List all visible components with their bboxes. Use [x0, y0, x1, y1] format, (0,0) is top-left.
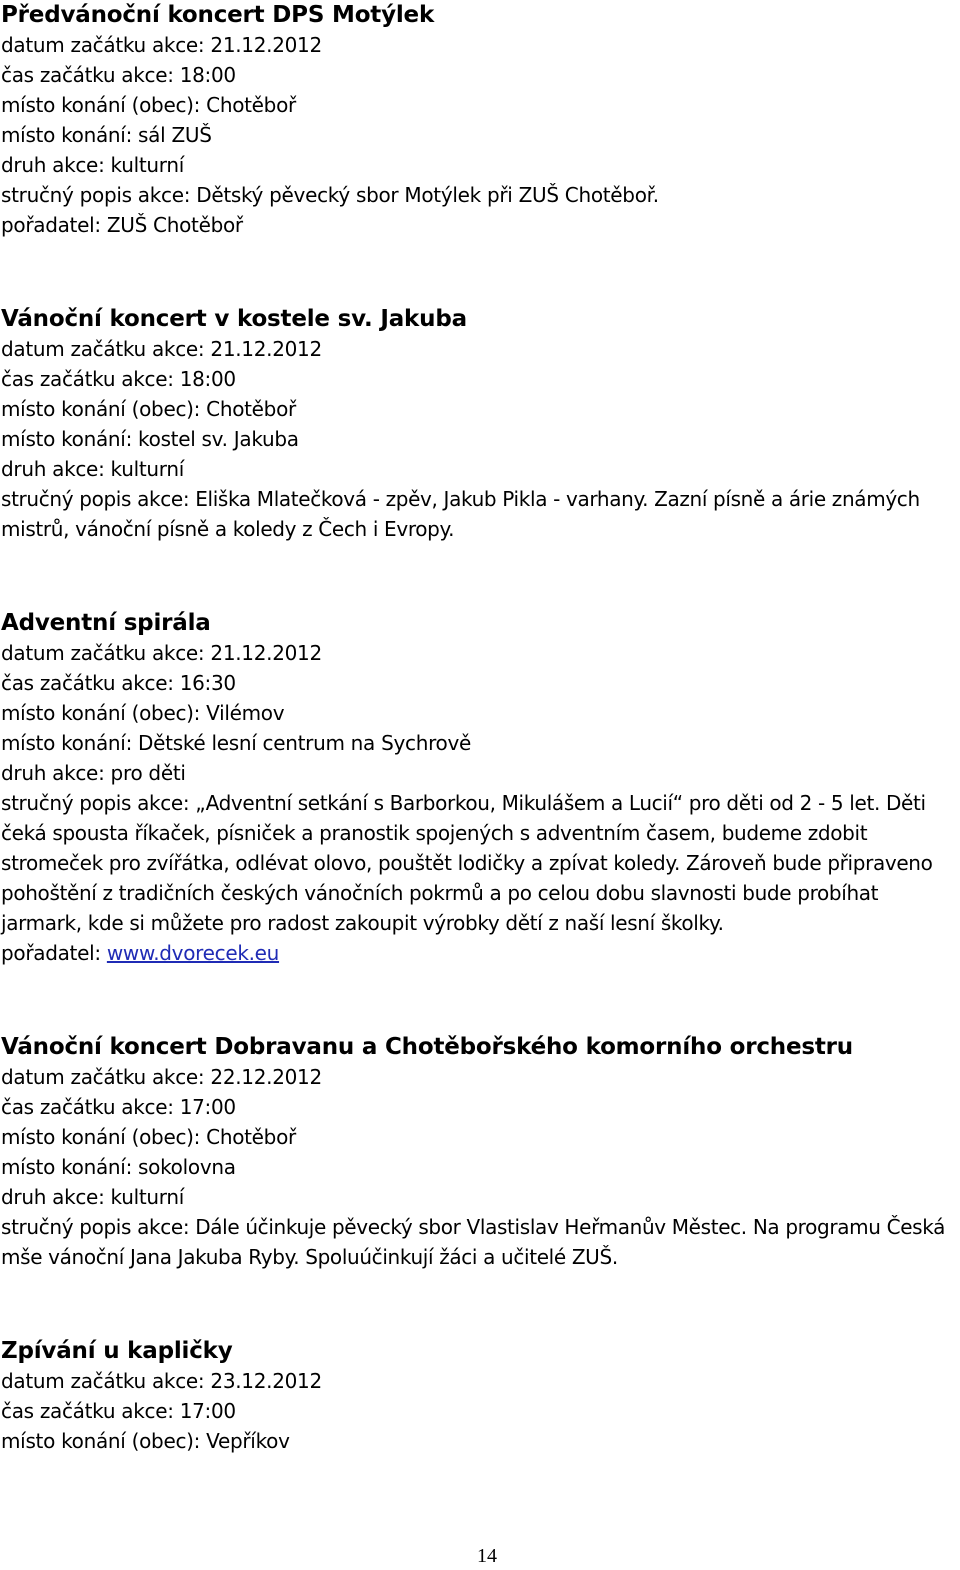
- event-venue: místo konání: sál ZUŠ: [1, 123, 212, 147]
- event-type: druh akce: kulturní: [1, 457, 184, 481]
- event-municipality: místo konání (obec): Vepříkov: [1, 1429, 290, 1453]
- event-start-date: datum začátku akce: 22.12.2012: [1, 1065, 322, 1089]
- event-venue: místo konání: sokolovna: [1, 1155, 236, 1179]
- event-start-date: datum začátku akce: 21.12.2012: [1, 337, 322, 361]
- event-description: stručný popis akce: Dále účinkuje pěvecký sbor Vlastislav Heřmanův Městec. Na programu Česká mše vánoční Jana Jakuba Ryby. Spoluúčinkují žáci a učitelé ZUŠ.: [1, 1215, 946, 1269]
- event-type: druh akce: pro děti: [1, 761, 186, 785]
- event-entry: [1, 1336, 956, 1456]
- event-description: stručný popis akce: „Adventní setkání s Barborkou, Mikulášem a Lucií“ pro děti od 2 - 5 let. Děti čeká spousta říkaček, písniček a pranostik spojených s adventním časem, budeme zdobit stromeček pro zvířátka, odlévat olovo, pouštět lodičky a zpívat koledy. Zároveň bude připraveno pohoštění z tradičních českých vánočních pokrmů a po celou dobu slavnosti bude probíhat jarmark, kde si můžete pro radost zakoupit výrobky dětí z naší lesní školky.: [1, 791, 933, 935]
- event-title: Adventní spirála: [1, 610, 211, 636]
- event-start-date: datum začátku akce: 23.12.2012: [1, 1369, 322, 1393]
- event-entry: [1, 1032, 956, 1272]
- event-type: druh akce: kulturní: [1, 1185, 184, 1209]
- event-venue: místo konání: Dětské lesní centrum na Sychrově: [1, 731, 472, 755]
- event-municipality: místo konání (obec): Chotěboř: [1, 397, 296, 421]
- event-description: stručný popis akce: Eliška Mlatečková - zpěv, Jakub Pikla - varhany. Zazní písně a árie známých mistrů, vánoční písně a koledy z Čech i Evropy.: [1, 487, 920, 541]
- event-municipality: místo konání (obec): Chotěboř: [1, 93, 296, 117]
- event-entry: [1, 304, 956, 544]
- page-number: 14: [477, 1545, 497, 1567]
- event-start-time: čas začátku akce: 16:30: [1, 671, 236, 695]
- event-municipality: místo konání (obec): Vilémov: [1, 701, 285, 725]
- event-venue: místo konání: kostel sv. Jakuba: [1, 427, 299, 451]
- event-entry: [1, 0, 956, 240]
- organizer-website-link[interactable]: www.dvorecek.eu: [106, 941, 280, 965]
- document-page: [1, 0, 956, 1520]
- event-entry: [1, 608, 956, 968]
- event-municipality: místo konání (obec): Chotěboř: [1, 1125, 296, 1149]
- event-start-time: čas začátku akce: 17:00: [1, 1095, 236, 1119]
- event-start-date: datum začátku akce: 21.12.2012: [1, 33, 322, 57]
- event-title: Vánoční koncert v kostele sv. Jakuba: [1, 306, 467, 332]
- event-type: druh akce: kulturní: [1, 153, 184, 177]
- event-start-time: čas začátku akce: 17:00: [1, 1399, 236, 1423]
- event-start-time: čas začátku akce: 18:00: [1, 367, 236, 391]
- event-title: Vánoční koncert Dobravanu a Chotěbořského komorního orchestru: [1, 1034, 853, 1060]
- event-start-date: datum začátku akce: 21.12.2012: [1, 641, 322, 665]
- event-start-time: čas začátku akce: 18:00: [1, 63, 236, 87]
- event-organizer: [1, 938, 956, 968]
- event-description: stručný popis akce: Dětský pěvecký sbor Motýlek při ZUŠ Chotěboř.: [1, 183, 659, 207]
- event-title: Předvánoční koncert DPS Motýlek: [1, 2, 435, 28]
- event-title: Zpívání u kapličky: [1, 1338, 233, 1364]
- organizer-label: pořadatel:: [1, 941, 107, 965]
- event-organizer: pořadatel: ZUŠ Chotěboř: [1, 213, 243, 237]
